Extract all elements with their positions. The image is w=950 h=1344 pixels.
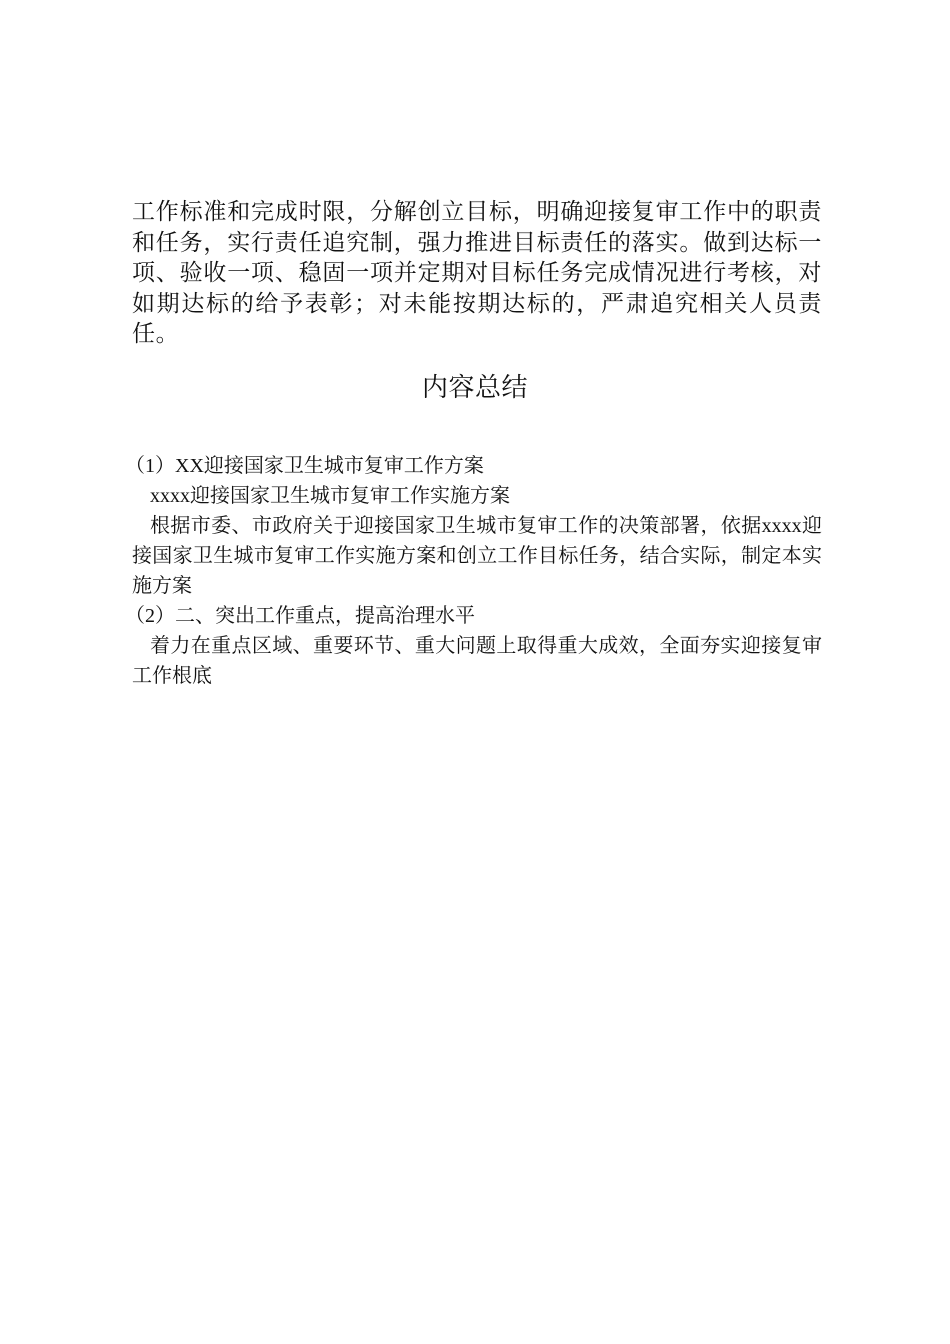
section-title: 内容总结 xyxy=(421,373,528,403)
summary-section xyxy=(125,451,822,691)
summary-item-2-body: 着力在重点区域、重要环节、重大问题上取得重大成效，全面夯实迎接复审工作根底 xyxy=(132,635,822,687)
summary-item-1-subtitle: xxxx迎接国家卫生城市复审工作实施方案 xyxy=(150,485,510,507)
summary-item-1-heading: （1）XX迎接国家卫生城市复审工作方案 xyxy=(125,455,484,477)
summary-item-2-heading: （2）二、突出工作重点，提高治理水平 xyxy=(125,605,475,627)
summary-item-1-body: 根据市委、市政府关于迎接国家卫生城市复审工作的决策部署，依据xxxx迎接国家卫生城市复审工作实施方案和创立工作目标任务，结合实际，制定本实施方案 xyxy=(132,515,822,597)
body-paragraph: 工作标准和完成时限，分解创立目标，明确迎接复审工作中的职责和任务，实行责任追究制，强力推进目标责任的落实。做到达标一项、验收一项、稳固一项并定期对目标任务完成情况进行考核，对如期达标的给予表彰；对未能按期达标的，严肃追究相关人员责任。 xyxy=(132,199,822,347)
